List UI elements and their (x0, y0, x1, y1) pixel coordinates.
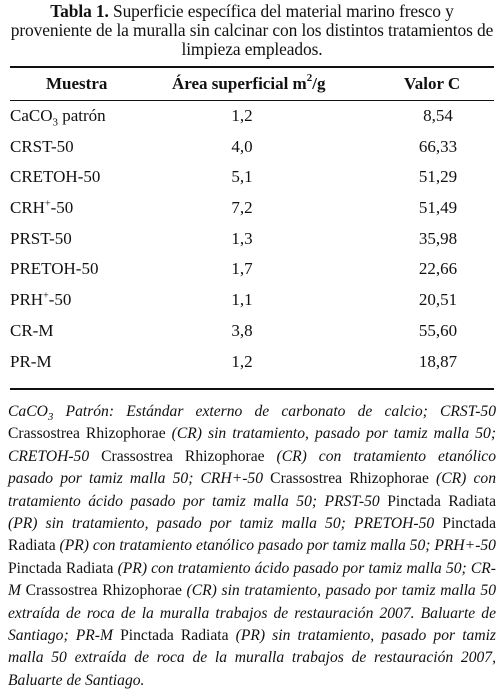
footnote-segment: (PR) sin tratamiento, pasado por tamiz malla 50 extraída de roca de la muralla trabajos de restauración 2007, Baluarte de Santiago. (8, 627, 496, 689)
footnote-segment: (CR) con tratamiento ácido pasado por tamiz malla 50; PRST-50 (8, 470, 497, 510)
table-header (10, 68, 494, 100)
cell-area: 3,8 (231, 320, 253, 340)
muestra-suffix: -50 (48, 290, 72, 310)
table-caption (10, 2, 494, 59)
cell-muestra (10, 198, 73, 218)
muestra-subscript: 3 (52, 116, 58, 129)
muestra-code: PRETOH-50 (10, 259, 99, 279)
cell-valor: 18,87 (418, 351, 458, 371)
footnote-segment: Pinctada Radiata (8, 559, 118, 577)
table-row (10, 254, 494, 285)
muestra-code: PR-M (10, 351, 52, 371)
cell-area: 1,2 (231, 106, 253, 125)
table-bottom-rule (10, 388, 494, 390)
header-muestra: Muestra (46, 74, 108, 93)
cell-valor: 22,66 (418, 259, 458, 279)
table-row (10, 316, 494, 347)
cell-muestra (10, 106, 106, 129)
muestra-code: CRH (10, 198, 45, 218)
header-area-text: Área superficial m (172, 74, 307, 93)
cell-muestra (10, 352, 52, 372)
cell-valor: 55,60 (418, 320, 458, 340)
muestra-code: PRST-50 (10, 228, 72, 248)
cell-valor: 20,51 (418, 290, 458, 310)
cell-area: 1,3 (231, 228, 253, 248)
muestra-suffix: patrón (58, 106, 106, 125)
muestra-code: CR-M (10, 320, 54, 340)
cell-valor: 51,29 (418, 167, 458, 187)
footnote-segment: (PR) con tratamiento etanólico pasado por tamiz malla 50; PRH+-50 (59, 537, 496, 555)
header-valor: Valor C (404, 74, 461, 93)
cell-valor: 51,49 (418, 198, 458, 218)
cell-muestra (10, 137, 74, 157)
header-area (172, 74, 325, 94)
footnote-segment: Pinctada Radiata (8, 515, 496, 555)
muestra-superscript: + (44, 198, 51, 210)
table-footnote (8, 401, 496, 692)
caption-label: Tabla 1. (50, 1, 109, 21)
cell-area: 5,1 (231, 167, 253, 187)
footnote-segment: (CR) sin tratamiento, pasado por tamiz malla 50 extraída de roca de la muralla trabajos de restauración 2007. Baluarte de Santiago; PR-M (8, 582, 496, 645)
cell-muestra (10, 321, 53, 341)
cell-muestra (10, 229, 72, 249)
cell-area: 7,2 (231, 198, 253, 218)
footnote-segment: 3 (47, 411, 54, 424)
caption-text: Superficie específica del material marino fresco y proveniente de la muralla sin calcinar con los distintos tratamientos de limpieza empleados. (10, 1, 494, 59)
table-row (10, 285, 494, 316)
footnote-segment: Crassostrea Rhizophorae (25, 582, 187, 600)
cell-valor: 35,98 (418, 228, 458, 248)
header-area-superscript: 2 (306, 72, 313, 85)
muestra-code: PRH (10, 290, 44, 310)
table-body (10, 101, 494, 377)
cell-muestra (10, 290, 71, 310)
muestra-superscript: + (43, 290, 49, 302)
cell-area: 4,0 (231, 136, 253, 156)
footnote-segment: (PR) sin tratamiento, pasado por tamiz malla 50; PRETOH-50 (8, 515, 443, 533)
muestra-code: CaCO (10, 106, 53, 125)
cell-muestra (10, 167, 100, 187)
cell-valor: 8,54 (423, 106, 453, 125)
muestra-code: CRETOH-50 (10, 167, 101, 187)
footnote-segment: Pinctada Radiata (387, 492, 496, 510)
table-row (10, 132, 494, 163)
table-row (10, 101, 494, 132)
table-row (10, 162, 494, 193)
cell-muestra (10, 259, 98, 279)
cell-valor: 66,33 (418, 136, 458, 156)
header-area-unit: /g (312, 74, 326, 93)
muestra-code: CRST-50 (10, 136, 74, 156)
footnote-segment: Crassostrea Rhizophorae (101, 447, 277, 465)
footnote-segment: Crassostrea Rhizophorae (8, 425, 172, 443)
footnote-segment: (PR) con tratamiento ácido pasado por tamiz malla 50; CR-M (8, 559, 496, 600)
muestra-suffix: -50 (50, 198, 74, 218)
footnote-segment: (CR) con tratamiento etanólico pasado por tamiz malla 50; CRH+-50 (8, 447, 496, 488)
footnote-segment: (CR) sin tratamiento, pasado por tamiz malla 50; CRETOH-50 (8, 425, 497, 465)
table-row (10, 193, 494, 224)
footnote-segment: Pinctada Radiata (120, 627, 236, 645)
footnote-segment: Patrón: Estándar externo de carbonato de calcio; CRST-50 (53, 403, 496, 420)
cell-area: 1,1 (231, 290, 253, 310)
footnote-segment: Crassostrea Rhizophorae (270, 470, 437, 488)
cell-area: 1,7 (231, 259, 253, 279)
footnote-segment: CaCO (8, 403, 48, 420)
table-row (10, 224, 494, 255)
table-row (10, 347, 494, 378)
cell-area: 1,2 (231, 351, 253, 371)
